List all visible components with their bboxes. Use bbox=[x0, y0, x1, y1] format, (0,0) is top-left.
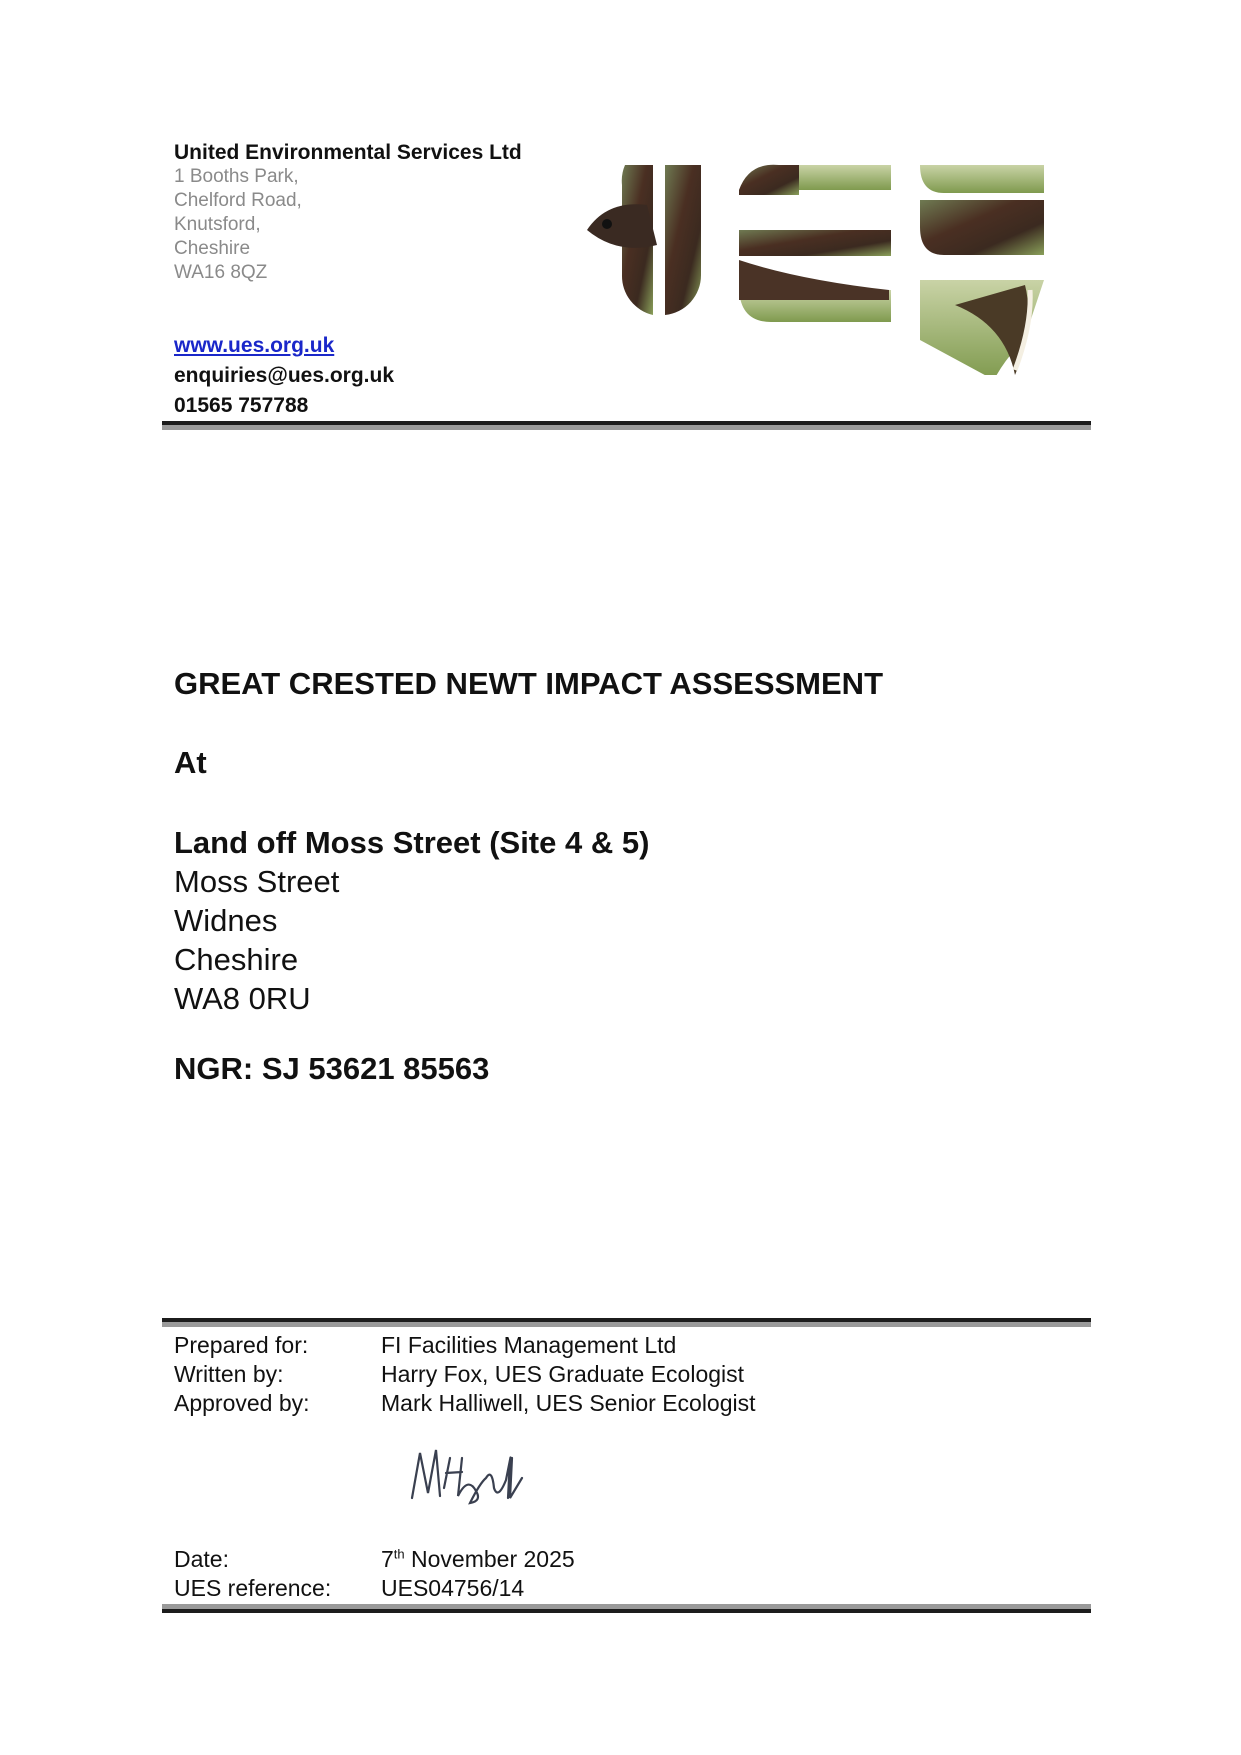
site-address-line: Cheshire bbox=[174, 942, 299, 977]
site-address-line: WA8 0RU bbox=[174, 981, 311, 1016]
signature-image bbox=[400, 1428, 560, 1520]
site-address-line: Widnes bbox=[174, 903, 278, 938]
site-address-block bbox=[174, 823, 649, 1018]
website-link[interactable]: www.ues.org.uk bbox=[174, 334, 335, 357]
site-address-line: Moss Street bbox=[174, 864, 340, 899]
prepared-for-label: Prepared for: bbox=[174, 1332, 309, 1358]
company-name: United Environmental Services Ltd bbox=[174, 141, 522, 164]
address-line: Chelford Road, bbox=[174, 190, 302, 211]
date-day: 7 bbox=[381, 1546, 394, 1572]
date-suffix: th bbox=[393, 1546, 405, 1562]
details-top-divider bbox=[162, 1318, 1091, 1327]
ues-logo bbox=[585, 160, 1085, 375]
site-name: Land off Moss Street (Site 4 & 5) bbox=[174, 825, 650, 860]
at-label: At bbox=[174, 745, 207, 780]
company-address-block bbox=[174, 141, 522, 285]
address-line: 1 Booths Park, bbox=[174, 166, 299, 187]
date-label: Date: bbox=[174, 1546, 229, 1572]
approved-by-label: Approved by: bbox=[174, 1390, 310, 1416]
header-divider bbox=[162, 421, 1091, 430]
approved-by-row bbox=[174, 1389, 756, 1418]
prepared-for-row bbox=[174, 1331, 756, 1360]
report-details bbox=[174, 1331, 756, 1418]
grid-reference: NGR: SJ 53621 85563 bbox=[174, 1051, 490, 1086]
phone-number: 01565 757788 bbox=[174, 394, 309, 417]
written-by-row bbox=[174, 1360, 756, 1389]
written-by-label: Written by: bbox=[174, 1361, 284, 1387]
date-month-year: November 2025 bbox=[404, 1546, 575, 1572]
written-by-value: Harry Fox, UES Graduate Ecologist bbox=[381, 1361, 745, 1387]
address-line: Knutsford, bbox=[174, 214, 261, 235]
details-bottom-divider bbox=[162, 1604, 1091, 1613]
prepared-for-value: FI Facilities Management Ltd bbox=[381, 1332, 677, 1358]
address-line: WA16 8QZ bbox=[174, 262, 268, 283]
approved-by-value: Mark Halliwell, UES Senior Ecologist bbox=[381, 1390, 756, 1416]
email-address: enquiries@ues.org.uk bbox=[174, 364, 395, 387]
address-line: Cheshire bbox=[174, 238, 251, 259]
report-title: GREAT CRESTED NEWT IMPACT ASSESSMENT bbox=[174, 666, 884, 701]
date-row bbox=[174, 1545, 575, 1574]
date-value bbox=[381, 1545, 575, 1574]
reference-row bbox=[174, 1574, 575, 1603]
reference-value: UES04756/14 bbox=[381, 1575, 525, 1601]
report-date-ref bbox=[174, 1545, 575, 1603]
reference-label: UES reference: bbox=[174, 1575, 332, 1601]
contact-block bbox=[174, 331, 394, 421]
